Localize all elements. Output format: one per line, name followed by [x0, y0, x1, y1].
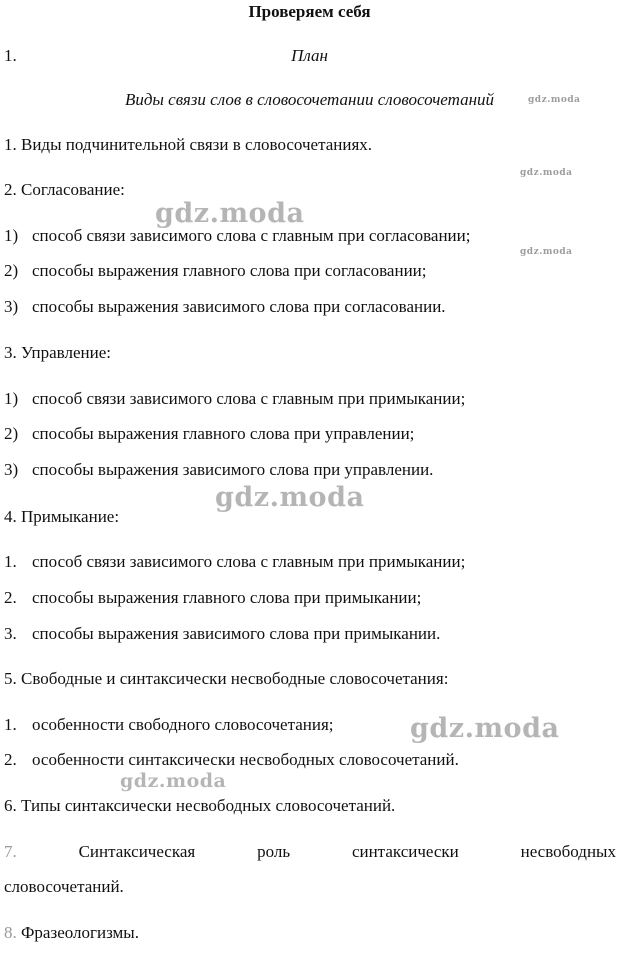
plan-heading: План	[291, 46, 328, 65]
section-2-label: 2. Согласование:	[4, 180, 125, 199]
item-8-line	[4, 923, 139, 943]
item-7-word: несвободных	[520, 842, 616, 861]
item-7-word: роль	[257, 842, 291, 861]
list-item	[4, 261, 427, 281]
list-item-text: особенности синтаксически несвободных словосочетаний.	[32, 750, 459, 769]
list-item-text: способы выражения главного слова при примыкании;	[32, 588, 422, 607]
section-3-label: 3. Управление:	[4, 343, 111, 362]
list-item	[4, 424, 414, 444]
plan-subtitle: Виды связи слов в словосочетании словосочетаний	[124, 90, 495, 109]
watermark: gdz.moda	[155, 198, 305, 229]
list-item-number: 1.	[4, 552, 17, 571]
page-title: Проверяем себя	[248, 2, 371, 21]
watermark: gdz.moda	[120, 770, 227, 792]
list-item-text: особенности свободного словосочетания;	[32, 715, 334, 734]
section-5-label: 5. Свободные и синтаксически несвободные словосочетания:	[4, 669, 449, 688]
list-item-text: способы выражения зависимого слова при примыкании.	[32, 624, 441, 643]
list-item-number: 3.	[4, 624, 17, 643]
list-item-number: 2)	[4, 261, 19, 280]
item-8-text: Фразеологизмы.	[21, 923, 139, 942]
list-item	[4, 226, 470, 246]
section-4-label: 4. Примыкание:	[4, 507, 120, 526]
item-8-number: 8.	[4, 923, 17, 942]
list-item	[4, 624, 440, 644]
item-7-word: Синтаксическая	[78, 842, 196, 861]
list-item-text: способы выражения зависимого слова при управлении.	[32, 460, 434, 479]
list-item	[4, 297, 446, 317]
list-item-number: 1.	[4, 715, 17, 734]
watermark: gdz.moda	[520, 247, 573, 257]
list-item-number: 1)	[4, 226, 19, 245]
list-item	[4, 460, 433, 480]
list-item-number: 3)	[4, 297, 19, 316]
watermark: gdz.moda	[410, 713, 560, 744]
list-item	[4, 588, 421, 608]
item-7-continuation: словосочетаний.	[4, 877, 124, 896]
list-item-number: 2.	[4, 750, 17, 769]
list-item-text: способы выражения главного слова при управлении;	[32, 424, 415, 443]
list-item-text: способ связи зависимого слова с главным при примыкании;	[32, 389, 466, 408]
list-item-number: 2)	[4, 424, 19, 443]
list-item-number: 1)	[4, 389, 19, 408]
list-item-text: способ связи зависимого слова с главным при примыкании;	[32, 552, 466, 571]
list-item-text: способы выражения главного слова при согласовании;	[32, 261, 427, 280]
list-item	[4, 750, 459, 770]
item-7-word: синтаксически	[351, 842, 459, 861]
list-item	[4, 389, 465, 409]
list-item	[4, 715, 334, 735]
section-6-label: 6. Типы синтаксически несвободных словосочетаний.	[4, 796, 396, 815]
list-item-number: 3)	[4, 460, 19, 479]
watermark: gdz.moda	[215, 482, 365, 513]
list-item-number: 2.	[4, 588, 17, 607]
list-item-text: способы выражения зависимого слова при согласовании.	[32, 297, 446, 316]
watermark: gdz.moda	[528, 95, 581, 105]
list-item	[4, 552, 465, 572]
plan-number: 1.	[4, 46, 17, 65]
item-7-number: 7.	[4, 842, 17, 861]
watermark: gdz.moda	[520, 168, 573, 178]
item-7-line	[4, 842, 616, 862]
section-1-label: 1. Виды подчинительной связи в словосочетаниях.	[4, 135, 373, 154]
list-item-text: способ связи зависимого слова с главным при согласовании;	[32, 226, 471, 245]
